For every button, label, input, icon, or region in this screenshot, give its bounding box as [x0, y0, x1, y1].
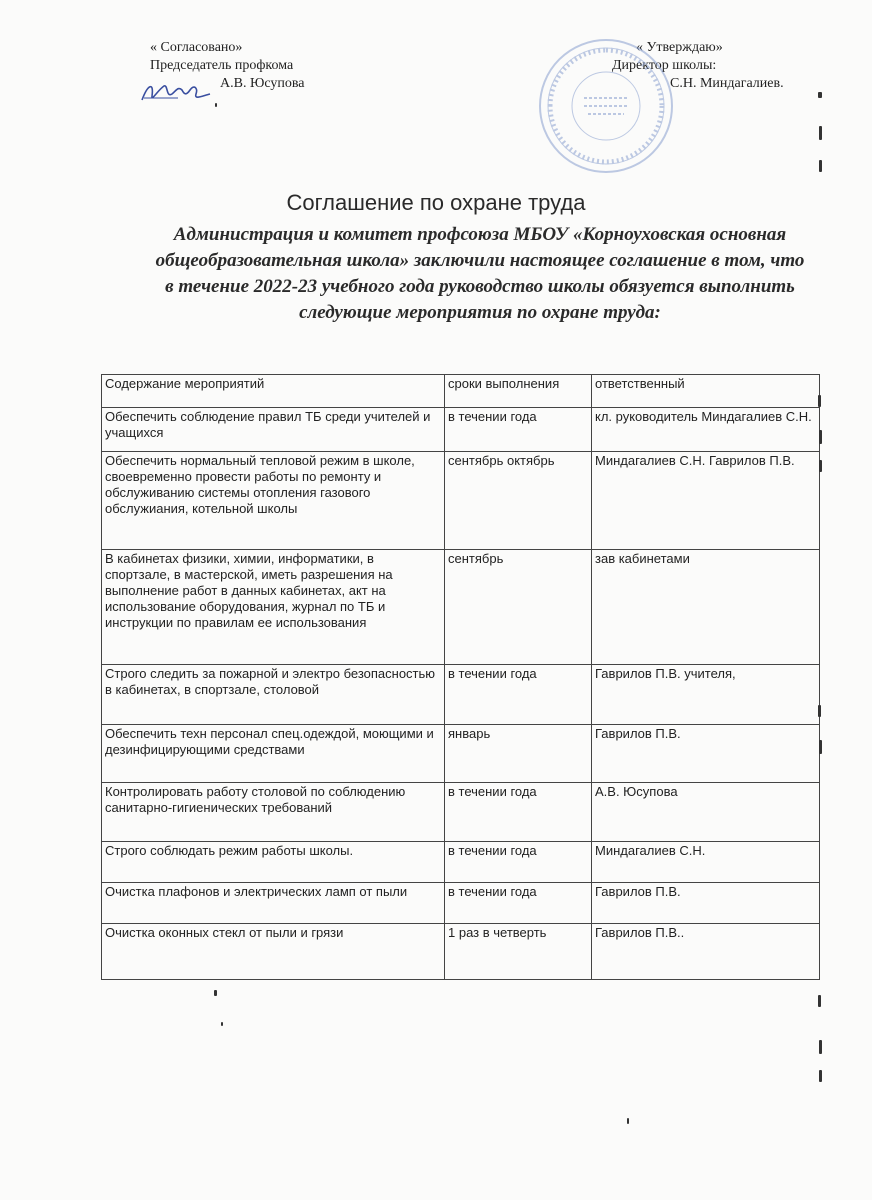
deadline-cell: в течении года — [445, 665, 592, 725]
scan-speck — [819, 740, 822, 754]
column-header-responsible: ответственный — [592, 375, 820, 408]
table-row — [102, 408, 820, 452]
position-label-left: Председатель профкома — [150, 58, 294, 73]
school-seal-stamp — [536, 36, 676, 176]
responsible-cell: Гаврилов П.В. учителя, — [592, 665, 820, 725]
deadline-cell: 1 раз в четверть — [445, 924, 592, 980]
scan-speck — [214, 990, 217, 996]
table-header-row — [102, 375, 820, 408]
scan-speck — [819, 430, 822, 444]
scan-speck — [818, 705, 821, 717]
responsible-cell: Гаврилов П.В. — [592, 725, 820, 783]
table-row — [102, 665, 820, 725]
table-row — [102, 842, 820, 883]
scan-speck — [819, 1070, 822, 1082]
page-title: Соглашение по охране труда — [286, 190, 586, 215]
measure-cell: Строго следить за пожарной и электро безопасностью в кабинетах, в спортзале, столовой — [102, 665, 445, 725]
responsible-cell: кл. руководитель Миндагалиев С.Н. — [592, 408, 820, 452]
measures-table — [101, 374, 820, 980]
handwritten-signature — [138, 76, 218, 108]
approval-label-left: « Согласовано» — [150, 40, 243, 55]
scan-speck — [819, 126, 822, 140]
deadline-cell: сентябрь октябрь — [445, 452, 592, 550]
deadline-cell: в течении года — [445, 783, 592, 842]
deadline-cell: в течении года — [445, 842, 592, 883]
measure-cell: В кабинетах физики, химии, информатики, в спортзале, в мастерской, иметь разрешения на выполнение работ в данных кабинетах, акт на использование оборудования, журнал по ТБ и инструкции по правилам ее использования — [102, 550, 445, 665]
scan-speck — [627, 1118, 629, 1124]
scan-speck — [221, 1022, 223, 1026]
deadline-cell: в течении года — [445, 883, 592, 924]
measure-cell: Строго соблюдать режим работы школы. — [102, 842, 445, 883]
responsible-cell: Гаврилов П.В.. — [592, 924, 820, 980]
deadline-cell: январь — [445, 725, 592, 783]
agreement-intro: Администрация и комитет профсоюза МБОУ «Корноуховская основная общеобразовательная школа» заключили настоящее соглашение в том, что в течение 2022-23 учебного года руководство школы обязуется выполнить следующие мероприятия по охране труда: — [155, 224, 805, 323]
scan-speck — [215, 103, 217, 107]
measure-cell: Обеспечить нормальный тепловой режим в школе, своевременно провести работы по ремонту и обслуживанию системы отопления газового обслужиания, котельной школы — [102, 452, 445, 550]
measure-cell: Очистка оконных стекл от пыли и грязи — [102, 924, 445, 980]
scan-speck — [819, 460, 822, 472]
column-header-measure: Содержание мероприятий — [102, 375, 445, 408]
position-label-right: Директор школы: — [612, 58, 717, 73]
responsible-cell: зав кабинетами — [592, 550, 820, 665]
deadline-cell: в течении года — [445, 408, 592, 452]
signatory-name-left: А.В. Юсупова — [220, 76, 305, 91]
table-row — [102, 783, 820, 842]
approval-label-right: « Утверждаю» — [636, 40, 723, 55]
scan-speck — [818, 92, 822, 98]
scan-speck — [819, 160, 822, 172]
responsible-cell: Миндагалиев С.Н. Гаврилов П.В. — [592, 452, 820, 550]
scan-speck — [818, 395, 821, 407]
table-row — [102, 550, 820, 665]
table-row — [102, 883, 820, 924]
table-row — [102, 924, 820, 980]
measure-cell: Контролировать работу столовой по соблюдению санитарно-гигиенических требований — [102, 783, 445, 842]
responsible-cell: Гаврилов П.В. — [592, 883, 820, 924]
column-header-deadline: сроки выполнения — [445, 375, 592, 408]
signatory-name-right: С.Н. Миндагалиев. — [670, 76, 784, 91]
measure-cell: Обеспечить соблюдение правил ТБ среди учителей и учащихся — [102, 408, 445, 452]
table-row — [102, 725, 820, 783]
measure-cell: Обеспечить техн персонал спец.одеждой, моющими и дезинфицирующими средствами — [102, 725, 445, 783]
responsible-cell: Миндагалиев С.Н. — [592, 842, 820, 883]
measure-cell: Очистка плафонов и электрических ламп от пыли — [102, 883, 445, 924]
scan-speck — [818, 995, 821, 1007]
responsible-cell: А.В. Юсупова — [592, 783, 820, 842]
table-row — [102, 452, 820, 550]
deadline-cell: сентябрь — [445, 550, 592, 665]
scan-speck — [819, 1040, 822, 1054]
